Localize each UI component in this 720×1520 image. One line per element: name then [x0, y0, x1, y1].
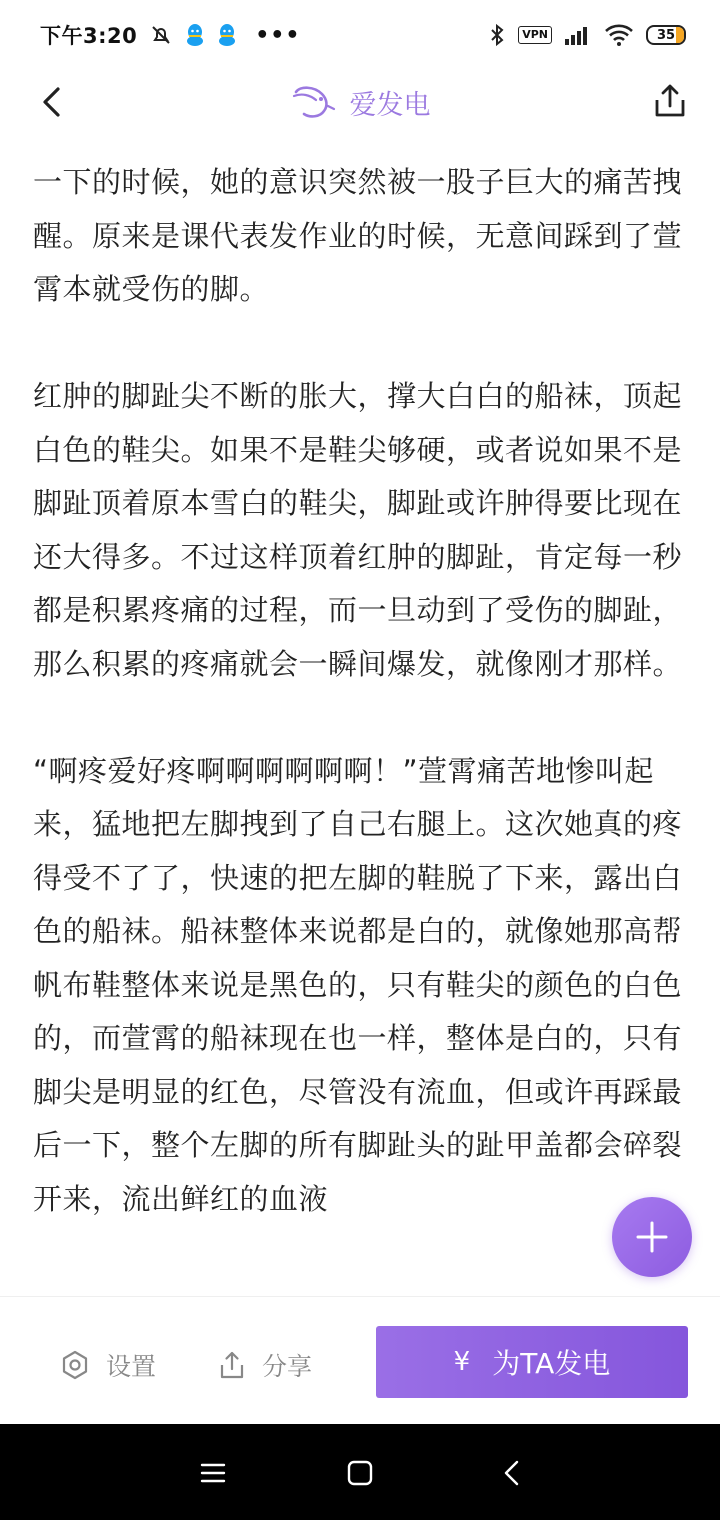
- share-icon: [218, 1350, 246, 1380]
- article-paragraph: 一下的时候，她的意识突然被一股子巨大的痛苦拽醒。原来是课代表发作业的时候，无意间踩到了萱霄本就受伤的脚。: [33, 165, 683, 306]
- article-body: [33, 156, 693, 1280]
- wifi-icon: [604, 23, 634, 47]
- aifadian-logo-icon: [290, 82, 338, 122]
- battery-icon: [646, 25, 686, 45]
- share-icon[interactable]: [652, 82, 688, 120]
- charge-button[interactable]: [376, 1326, 688, 1398]
- more-dots-icon: •••: [255, 22, 301, 48]
- bluetooth-icon: [488, 23, 506, 47]
- article-paragraph: “啊疼爱好疼啊啊啊啊啊啊！”萱霄痛苦地惨叫起来，猛地把左脚拽到了自己右腿上。这次她真的疼得受不了了，快速的把左脚的鞋脱了下来，露出白色的船袜。船袜整体来说都是白的，就像她那高帮帆布鞋整体来说是黑色的，只有鞋尖的颜色的白色的，而萱霄的船袜现在也一样，整体是白的，只有脚尖是明显的红色，尽管没有流血，但或许再踩最后一下，整个左脚的所有脚趾头的趾甲盖都会碎裂开来，流出鲜红的血液: [33, 753, 683, 1216]
- system-nav-bar: [0, 1424, 720, 1520]
- add-fab-button[interactable]: [612, 1197, 692, 1277]
- settings-icon: [60, 1350, 90, 1380]
- yen-icon: ¥: [453, 1347, 471, 1377]
- home-icon[interactable]: [345, 1458, 375, 1488]
- signal-icon: [564, 24, 592, 46]
- battery-fill: [676, 27, 684, 43]
- settings-button[interactable]: [60, 1347, 156, 1383]
- status-left: [40, 20, 300, 50]
- nav-back-icon[interactable]: [498, 1458, 528, 1488]
- bottom-toolbar: [0, 1296, 720, 1425]
- status-time: 下午3:20: [40, 24, 138, 48]
- charge-label: 为TA发电: [492, 1347, 611, 1380]
- vpn-icon: VPN: [518, 26, 552, 44]
- qq-icon: [217, 23, 237, 47]
- share-label: 分享: [262, 1352, 313, 1381]
- page-title: 爱发电: [349, 89, 431, 121]
- battery-level: 35: [656, 27, 676, 43]
- plus-icon: [635, 1220, 669, 1254]
- status-bar: [0, 0, 720, 70]
- menu-icon[interactable]: [198, 1458, 228, 1488]
- settings-label: 设置: [106, 1352, 157, 1381]
- header-title: [0, 82, 720, 122]
- qq-icon: [185, 23, 205, 47]
- share-button[interactable]: [218, 1347, 312, 1383]
- mute-bell-icon: [149, 23, 173, 47]
- app-header: [0, 70, 720, 136]
- status-right: [488, 23, 686, 47]
- article-paragraph: 红肿的脚趾尖不断的胀大，撑大白白的船袜，顶起白色的鞋尖。如果不是鞋尖够硬，或者说如果不是脚趾顶着原本雪白的鞋尖，脚趾或许肿得要比现在还大得多。不过这样顶着红肿的脚趾，肯定每一秒都是积累疼痛的过程，而一旦动到了受伤的脚趾，那么积累的疼痛就会一瞬间爆发，就像刚才那样。: [33, 379, 683, 681]
